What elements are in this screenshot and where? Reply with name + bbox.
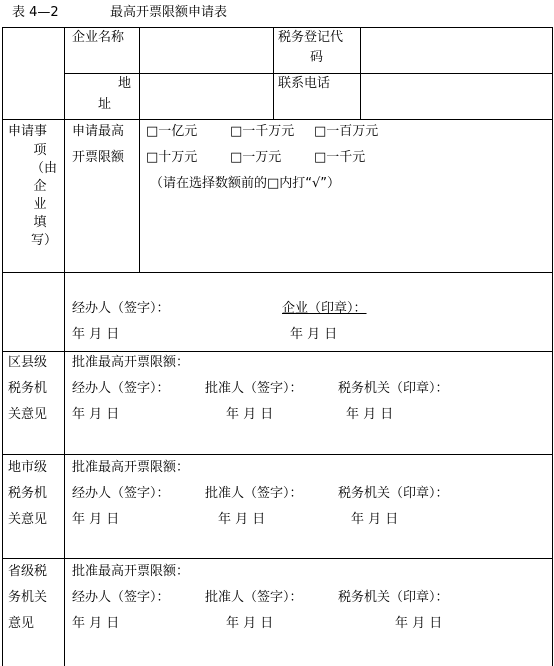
row-divider-2 (2, 272, 552, 273)
city-authority-seal: 税务机关（印章）： (338, 486, 449, 501)
company-seal: 企业（印章）： (282, 301, 367, 316)
table-border-top (2, 27, 552, 28)
province-approver: 批准人（签字）： (205, 590, 303, 605)
city-approved-limit: 批准最高开票限额： (72, 460, 190, 475)
company-date-left: 年 月 日 (72, 327, 120, 342)
district-date-2: 年 月 日 (226, 407, 274, 422)
application-section-label-vertical: 项（由企业填写） (31, 143, 58, 248)
company-date-right: 年 月 日 (290, 327, 338, 342)
option-10m[interactable]: □一千万元 (230, 124, 295, 139)
table-border-left (2, 27, 3, 666)
district-date-3: 年 月 日 (346, 407, 394, 422)
table-border-right (552, 27, 553, 666)
address-label: 地 (118, 76, 132, 91)
row-divider-5 (2, 558, 552, 559)
city-handler: 经办人（签字）： (72, 486, 170, 501)
phone-label: 联系电话 (278, 76, 331, 91)
company-handler-signature: 经办人（签字）： (72, 301, 170, 316)
option-10k[interactable]: □一万元 (230, 150, 282, 165)
district-label-line2: 税务机 (8, 381, 48, 396)
province-date-1: 年 月 日 (72, 616, 120, 631)
selection-note: （请在选择数额前的□内打“√”） (150, 176, 341, 191)
limit-label-cont: 开票限额 (72, 150, 125, 165)
table-number: 表 4—2 (12, 5, 59, 20)
option-100m[interactable]: □一亿元 (146, 124, 198, 139)
row-divider-4 (2, 454, 552, 455)
city-date-2: 年 月 日 (218, 512, 266, 527)
province-approved-limit: 批准最高开票限额： (72, 564, 190, 579)
col-divider-left (64, 27, 65, 666)
col-divider-header-1 (139, 27, 140, 119)
province-date-3: 年 月 日 (395, 616, 443, 631)
row-divider-header (64, 73, 552, 74)
col-divider-header-3 (360, 27, 361, 119)
limit-label: 申请最高 (72, 124, 125, 139)
district-approver: 批准人（签字）： (205, 381, 303, 396)
city-label-line2: 税务机 (8, 486, 48, 501)
district-date-1: 年 月 日 (72, 407, 120, 422)
city-date-3: 年 月 日 (351, 512, 399, 527)
company-name-label: 企业名称 (72, 30, 125, 45)
province-authority-seal: 税务机关（印章）： (338, 590, 449, 605)
district-approved-limit: 批准最高开票限额： (72, 355, 190, 370)
province-handler: 经办人（签字）： (72, 590, 170, 605)
col-divider-application (139, 119, 140, 272)
district-authority-seal: 税务机关（印章）： (338, 381, 449, 396)
district-label-line3: 关意见 (8, 407, 48, 422)
city-label-line3: 关意见 (8, 512, 48, 527)
city-label-line1: 地市级 (8, 460, 48, 475)
col-divider-header-2 (273, 27, 274, 119)
option-1m[interactable]: □一百万元 (314, 124, 379, 139)
tax-code-label: 税务登记代 (278, 30, 344, 45)
application-section-label: 申请事 (8, 124, 48, 139)
option-1k[interactable]: □一千元 (314, 150, 366, 165)
district-label-line1: 区县级 (8, 355, 48, 370)
option-100k[interactable]: □十万元 (146, 150, 198, 165)
city-date-1: 年 月 日 (72, 512, 120, 527)
page-title: 最高开票限额申请表 (110, 5, 228, 20)
province-label-line2: 务机关 (8, 590, 48, 605)
row-divider-1 (2, 119, 552, 120)
city-approver: 批准人（签字）： (205, 486, 303, 501)
tax-code-label-cont: 码 (310, 50, 324, 65)
province-label-line1: 省级税 (8, 564, 48, 579)
district-handler: 经办人（签字）： (72, 381, 170, 396)
province-label-line3: 意见 (8, 616, 35, 631)
address-label-cont: 址 (98, 97, 112, 112)
row-divider-3 (2, 351, 552, 352)
province-date-2: 年 月 日 (226, 616, 274, 631)
